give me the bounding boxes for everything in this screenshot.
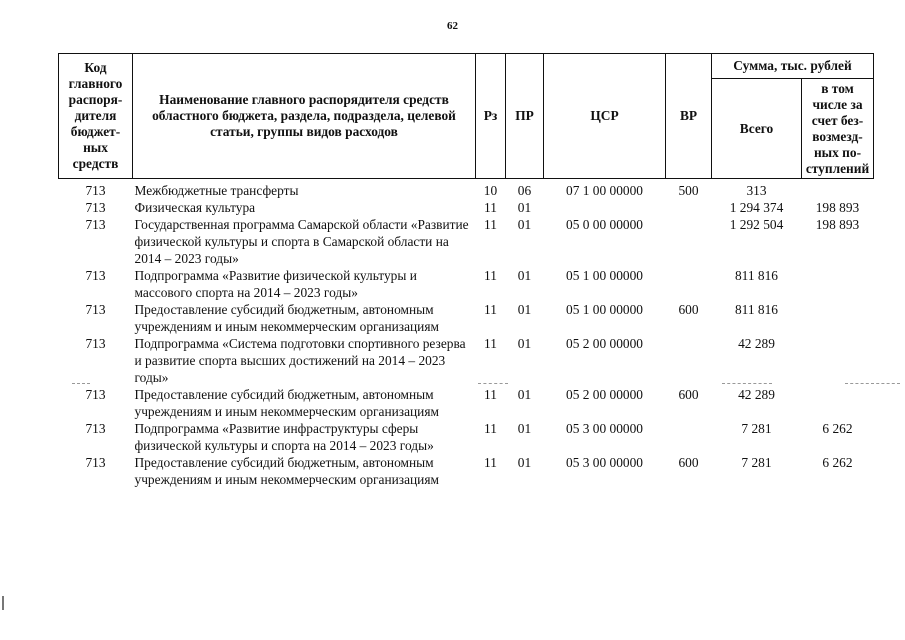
cell-vr xyxy=(666,199,712,216)
header-name: Наименование главного распорядителя средств областного бюджета, раздела, подраздела, целевой статьи, группы видов расходов xyxy=(133,54,476,179)
cell-rz: 11 xyxy=(484,200,497,215)
table-row xyxy=(59,179,874,200)
cell-vr: 600 xyxy=(678,455,699,470)
header-pr: ПР xyxy=(506,54,544,179)
cell-vr xyxy=(666,420,712,454)
cell-total: 42 289 xyxy=(738,387,775,402)
table-row xyxy=(59,386,874,420)
cell-total: 811 816 xyxy=(734,268,779,283)
cell-free xyxy=(802,267,874,301)
cell-name: Физическая культура xyxy=(134,200,256,215)
cell-code: 713 xyxy=(85,302,106,317)
cell-total: 7 281 xyxy=(741,455,772,470)
cell-rz: 10 xyxy=(483,183,498,198)
scan-artifact xyxy=(845,383,900,384)
cell-rz: 11 xyxy=(484,217,497,232)
cell-csr xyxy=(544,199,666,216)
cell-rz: 11 xyxy=(484,387,497,402)
cell-free xyxy=(802,335,874,386)
cell-free: 6 262 xyxy=(822,421,853,436)
cell-pr: 01 xyxy=(517,268,532,283)
cell-code: 713 xyxy=(85,217,106,232)
scan-artifact xyxy=(722,383,772,384)
cell-free: 198 893 xyxy=(815,200,860,215)
cell-code: 713 xyxy=(85,200,106,215)
cell-vr xyxy=(666,216,712,267)
cell-pr: 01 xyxy=(517,200,532,215)
cell-rz: 11 xyxy=(484,302,497,317)
scan-artifact xyxy=(478,383,508,384)
table-header xyxy=(59,54,874,179)
cell-rz: 11 xyxy=(484,455,497,470)
cell-csr: 05 3 00 00000 xyxy=(566,421,643,436)
cell-code: 713 xyxy=(85,421,106,436)
cell-vr: 600 xyxy=(678,387,699,402)
cell-name: Межбюджетные трансферты xyxy=(134,183,299,198)
cell-code: 713 xyxy=(85,336,106,351)
cell-pr: 01 xyxy=(517,302,532,317)
cell-rz: 11 xyxy=(484,336,497,351)
cell-total: 313 xyxy=(746,183,767,198)
cell-total: 7 281 xyxy=(741,421,772,436)
cell-code: 713 xyxy=(85,387,106,402)
cell-name: Предоставление субсидий бюджетным, автономным учреждениям и иным некоммерческим организациям xyxy=(134,302,439,334)
cell-name: Предоставление субсидий бюджетным, автономным учреждениям и иным некоммерческим организациям xyxy=(134,387,439,419)
cell-code: 713 xyxy=(85,455,106,470)
table-body xyxy=(59,179,874,489)
cell-pr: 01 xyxy=(517,387,532,402)
header-free: в том числе за счет без-возмезд-ных по-ступлений xyxy=(802,79,874,179)
cell-name: Подпрограмма «Развитие инфраструктуры сферы физической культуры и спорта на 2014 – 2023 годы» xyxy=(134,421,434,453)
cell-total: 1 292 504 xyxy=(729,217,784,232)
cell-csr: 05 0 00 00000 xyxy=(566,217,643,232)
cell-free xyxy=(802,179,874,200)
cell-name: Предоставление субсидий бюджетным, автономным учреждениям и иным некоммерческим организациям xyxy=(134,455,439,487)
table-row xyxy=(59,335,874,386)
cell-code: 713 xyxy=(85,183,106,198)
page-number: 62 xyxy=(447,20,458,32)
cell-total: 811 816 xyxy=(734,302,779,317)
scan-artifact xyxy=(2,596,4,610)
cell-csr: 05 1 00 00000 xyxy=(566,302,643,317)
table-row xyxy=(59,216,874,267)
cell-free: 6 262 xyxy=(822,455,853,470)
budget-table xyxy=(58,53,874,488)
cell-total: 1 294 374 xyxy=(729,200,784,215)
cell-pr: 01 xyxy=(517,421,532,436)
header-rz: Рз xyxy=(476,54,506,179)
cell-csr: 05 2 00 00000 xyxy=(566,336,643,351)
cell-total: 42 289 xyxy=(738,336,775,351)
cell-vr: 500 xyxy=(678,183,699,198)
scan-artifact xyxy=(72,383,90,384)
cell-name: Подпрограмма «Развитие физической культуры и массового спорта на 2014 – 2023 годы» xyxy=(134,268,417,300)
table-row xyxy=(59,454,874,488)
cell-pr: 01 xyxy=(517,455,532,470)
cell-vr xyxy=(666,335,712,386)
table-row xyxy=(59,301,874,335)
cell-vr: 600 xyxy=(678,302,699,317)
table-row xyxy=(59,199,874,216)
cell-name: Подпрограмма «Система подготовки спортивного резерва и развитие спорта высших достижений на 2014 – 2023 годы» xyxy=(134,336,466,385)
header-csr: ЦСР xyxy=(544,54,666,179)
cell-csr: 07 1 00 00000 xyxy=(566,183,643,198)
cell-name: Государственная программа Самарской области «Развитие физической культуры и спорта в Самарской области на 2014 – 2023 годы» xyxy=(134,217,469,266)
cell-code: 713 xyxy=(85,268,106,283)
cell-pr: 01 xyxy=(517,336,532,351)
cell-csr: 05 1 00 00000 xyxy=(566,268,643,283)
table-row xyxy=(59,267,874,301)
cell-csr: 05 3 00 00000 xyxy=(566,455,643,470)
cell-free xyxy=(802,301,874,335)
cell-pr: 01 xyxy=(517,217,532,232)
cell-rz: 11 xyxy=(484,421,497,436)
table-row xyxy=(59,420,874,454)
header-vr: ВР xyxy=(666,54,712,179)
cell-rz: 11 xyxy=(484,268,497,283)
header-sum-group: Сумма, тыс. рублей xyxy=(712,54,874,79)
header-code: Код главного распоря-дителя бюджет-ных средств xyxy=(59,54,133,179)
cell-free: 198 893 xyxy=(815,217,860,232)
cell-vr xyxy=(666,267,712,301)
cell-pr: 06 xyxy=(517,183,532,198)
cell-csr: 05 2 00 00000 xyxy=(566,387,643,402)
header-total: Всего xyxy=(712,79,802,179)
cell-free xyxy=(802,386,874,420)
